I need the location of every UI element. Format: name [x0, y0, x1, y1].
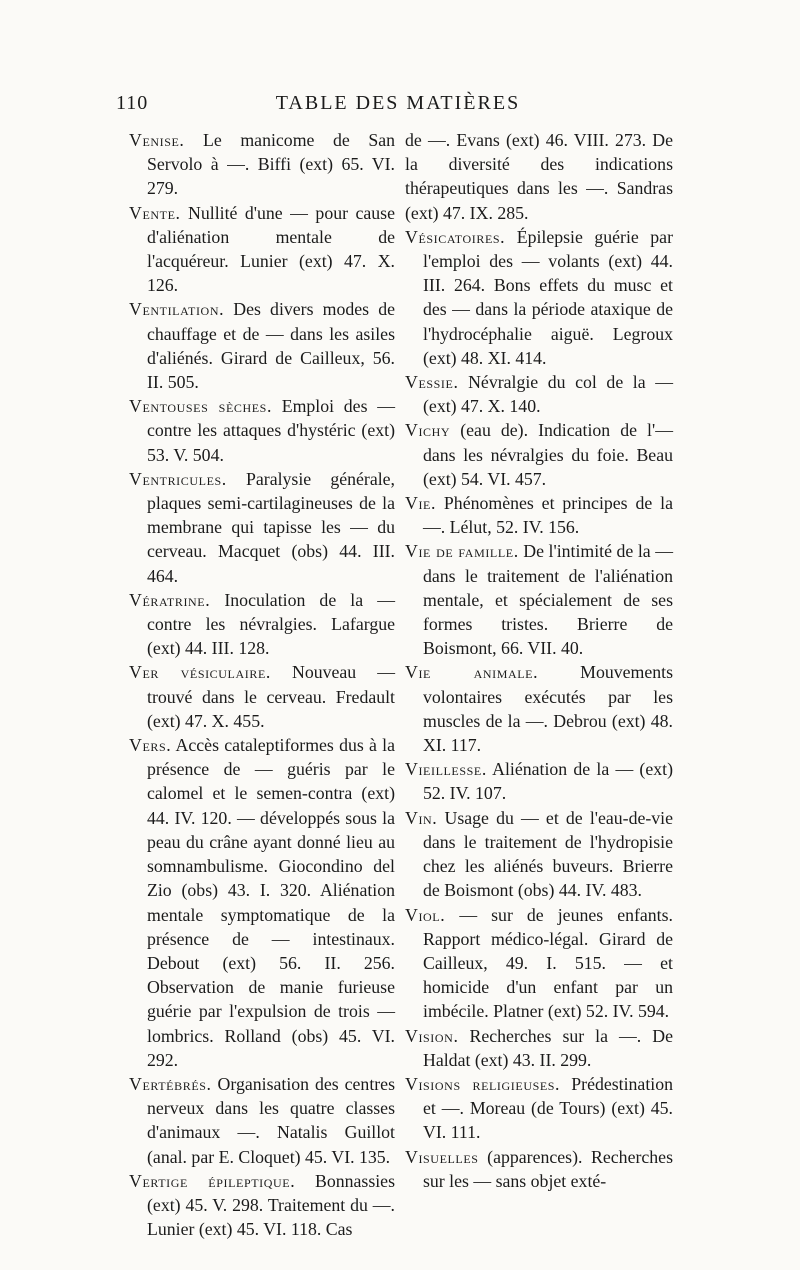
index-entry	[405, 903, 673, 1024]
entry-heading: Visuelles	[405, 1146, 479, 1167]
entry-text: Phénomènes et principes de la —. Lélut, 52. IV. 156.	[423, 493, 673, 538]
entry-heading: Vente.	[129, 202, 181, 223]
entry-text: De l'intimité de la — dans le traitement de l'aliénation mentale, et spécialement de ses formes tristes. Brierre de Boismont, 66. VII. 40.	[423, 541, 673, 659]
index-entry	[405, 370, 673, 418]
entry-text: Névralgie du col de la — (ext) 47. X. 140.	[423, 372, 673, 417]
index-entry	[129, 201, 395, 298]
index-entry	[405, 660, 673, 757]
entry-text: Mouvements volontaires exécutés par les muscles de la —. Debrou (ext) 48. XI. 117.	[423, 662, 673, 756]
index-entry	[129, 467, 395, 588]
entry-heading: Vin.	[405, 807, 438, 828]
entry-heading: Vessie.	[405, 372, 459, 393]
index-entry	[405, 539, 673, 660]
entry-text: Prédestination et —. Moreau (de Tours) (ext) 45. VI. 111.	[423, 1073, 673, 1143]
page-number: 110	[116, 92, 149, 114]
entry-heading: Viol.	[405, 904, 446, 925]
entry-heading: Ventricules.	[129, 468, 227, 489]
entry-text: Aliénation de la — (ext) 52. IV. 107.	[423, 759, 673, 804]
index-entry	[129, 733, 395, 1072]
index-entry	[405, 491, 673, 539]
entry-text: Organisation des centres nerveux dans les quatre classes d'animaux —. Natalis Guillot (anal. par E. Cloquet) 45. VI. 135.	[147, 1073, 395, 1167]
index-entry	[129, 394, 395, 467]
entry-heading: Ver vésiculaire.	[129, 662, 271, 683]
entry-text: Épilepsie guérie par l'emploi des — volants (ext) 44. III. 264. Bons effets du musc et des — dans la période ataxique de l'hydrocéphalie aiguë. Legroux (ext) 48. XI. 414.	[423, 226, 673, 368]
entry-heading: Vie.	[405, 493, 437, 514]
index-entry	[405, 757, 673, 805]
entry-text: Paralysie générale, plaques semi-cartilagineuses de la membrane qui tapisse les — du cerveau. Macquet (obs) 44. III. 464.	[147, 468, 395, 586]
index-entry	[405, 418, 673, 491]
entry-text: Nouveau — trouvé dans le cerveau. Fredault (ext) 47. X. 455.	[147, 662, 395, 731]
entry-heading: Vésicatoires.	[405, 226, 506, 247]
index-entry	[405, 806, 673, 903]
entry-heading: Vertébrés.	[129, 1073, 212, 1094]
entry-text: Des divers modes de chauffage et de — dans les asiles d'aliénés. Girard de Cailleux, 56. II. 505.	[147, 299, 395, 393]
running-title: TABLE DES MATIÈRES	[275, 92, 521, 114]
index-entry	[405, 225, 673, 370]
index-entry	[129, 588, 395, 661]
entry-heading: Vichy	[405, 420, 451, 441]
entry-heading: Ventouses sèches.	[129, 396, 272, 417]
entry-heading: Ventilation.	[129, 299, 225, 320]
entry-heading: Vers.	[129, 735, 172, 756]
index-entry	[129, 1072, 395, 1169]
entry-text: Emploi des — contre les attaques d'hystéric (ext) 53. V. 504.	[147, 396, 395, 465]
index-entry-continued	[405, 128, 673, 225]
entry-text: Recherches sur la —. De Haldat (ext) 43. II. 299.	[423, 1025, 673, 1070]
entry-heading: Visions religieuses.	[405, 1073, 561, 1094]
entry-text: Le manicome de San Servolo à —. Biffi (ext) 65. VI. 279.	[147, 130, 395, 199]
entry-text: Bonnassies (ext) 45. V. 298. Traitement du —. Lunier (ext) 45. VI. 118. Cas	[147, 1170, 395, 1240]
entry-text: Nullité d'une — pour cause d'aliénation mentale de l'acquéreur. Lunier (ext) 47. X. 126.	[147, 202, 395, 296]
index-entry	[405, 1145, 673, 1193]
index-entry	[405, 1024, 673, 1072]
entry-text: Inoculation de la — contre les névralgies. Lafargue (ext) 44. III. 128.	[147, 589, 395, 659]
entry-text: de —. Evans (ext) 46. VIII. 273. De la diversité des indications thérapeutiques dans les —. Sandras (ext) 47. IX. 285.	[405, 130, 673, 223]
index-entry	[129, 128, 395, 201]
entry-text: — sur de jeunes enfants. Rapport médico-légal. Girard de Cailleux, 49. I. 515. — et homicide d'un enfant par un imbécile. Platner (ext) 52. IV. 594.	[423, 904, 673, 1022]
index-entry	[129, 1169, 395, 1242]
entry-text: (apparences). Recherches sur les — sans objet exté-	[423, 1146, 673, 1191]
entry-text: Usage du — et de l'eau-de-vie dans le traitement de l'hydropisie chez les aliénés buveurs. Brierre de Boismont (obs) 44. IV. 483.	[423, 807, 673, 901]
entry-heading: Venise.	[129, 130, 185, 150]
index-entry	[405, 1072, 673, 1145]
entry-heading: Vératrine.	[129, 589, 211, 610]
entry-heading: Vieillesse.	[405, 759, 487, 780]
entry-text: (eau de). Indication de l'— dans les névralgies du foie. Beau (ext) 54. VI. 457.	[423, 420, 673, 489]
index-entry	[129, 297, 395, 394]
entry-text: Accès cataleptiformes dus à la présence de — guéris par le calomel et le semen-contra (ext) 44. IV. 120. — développés sous la peau du crâne ayant donné lieu au somnambulisme. Giocondino del Zio (obs) 43. I. 320. Aliénation mentale symptomatique de la présence de — intestinaux. Debout (ext) 56. II. 256. Observation de manie furieuse guérie par l'expulsion de trois — lombrics. Rolland (obs) 45. VI. 292.	[147, 735, 395, 1070]
entry-heading: Vie animale.	[405, 662, 539, 683]
right-column	[405, 128, 673, 1193]
page-header	[108, 92, 688, 122]
entry-heading: Vision.	[405, 1025, 459, 1046]
index-entry	[129, 660, 395, 733]
entry-heading: Vie de famille.	[405, 541, 519, 562]
left-column	[129, 128, 395, 1241]
entry-heading: Vertige épileptique.	[129, 1170, 296, 1191]
